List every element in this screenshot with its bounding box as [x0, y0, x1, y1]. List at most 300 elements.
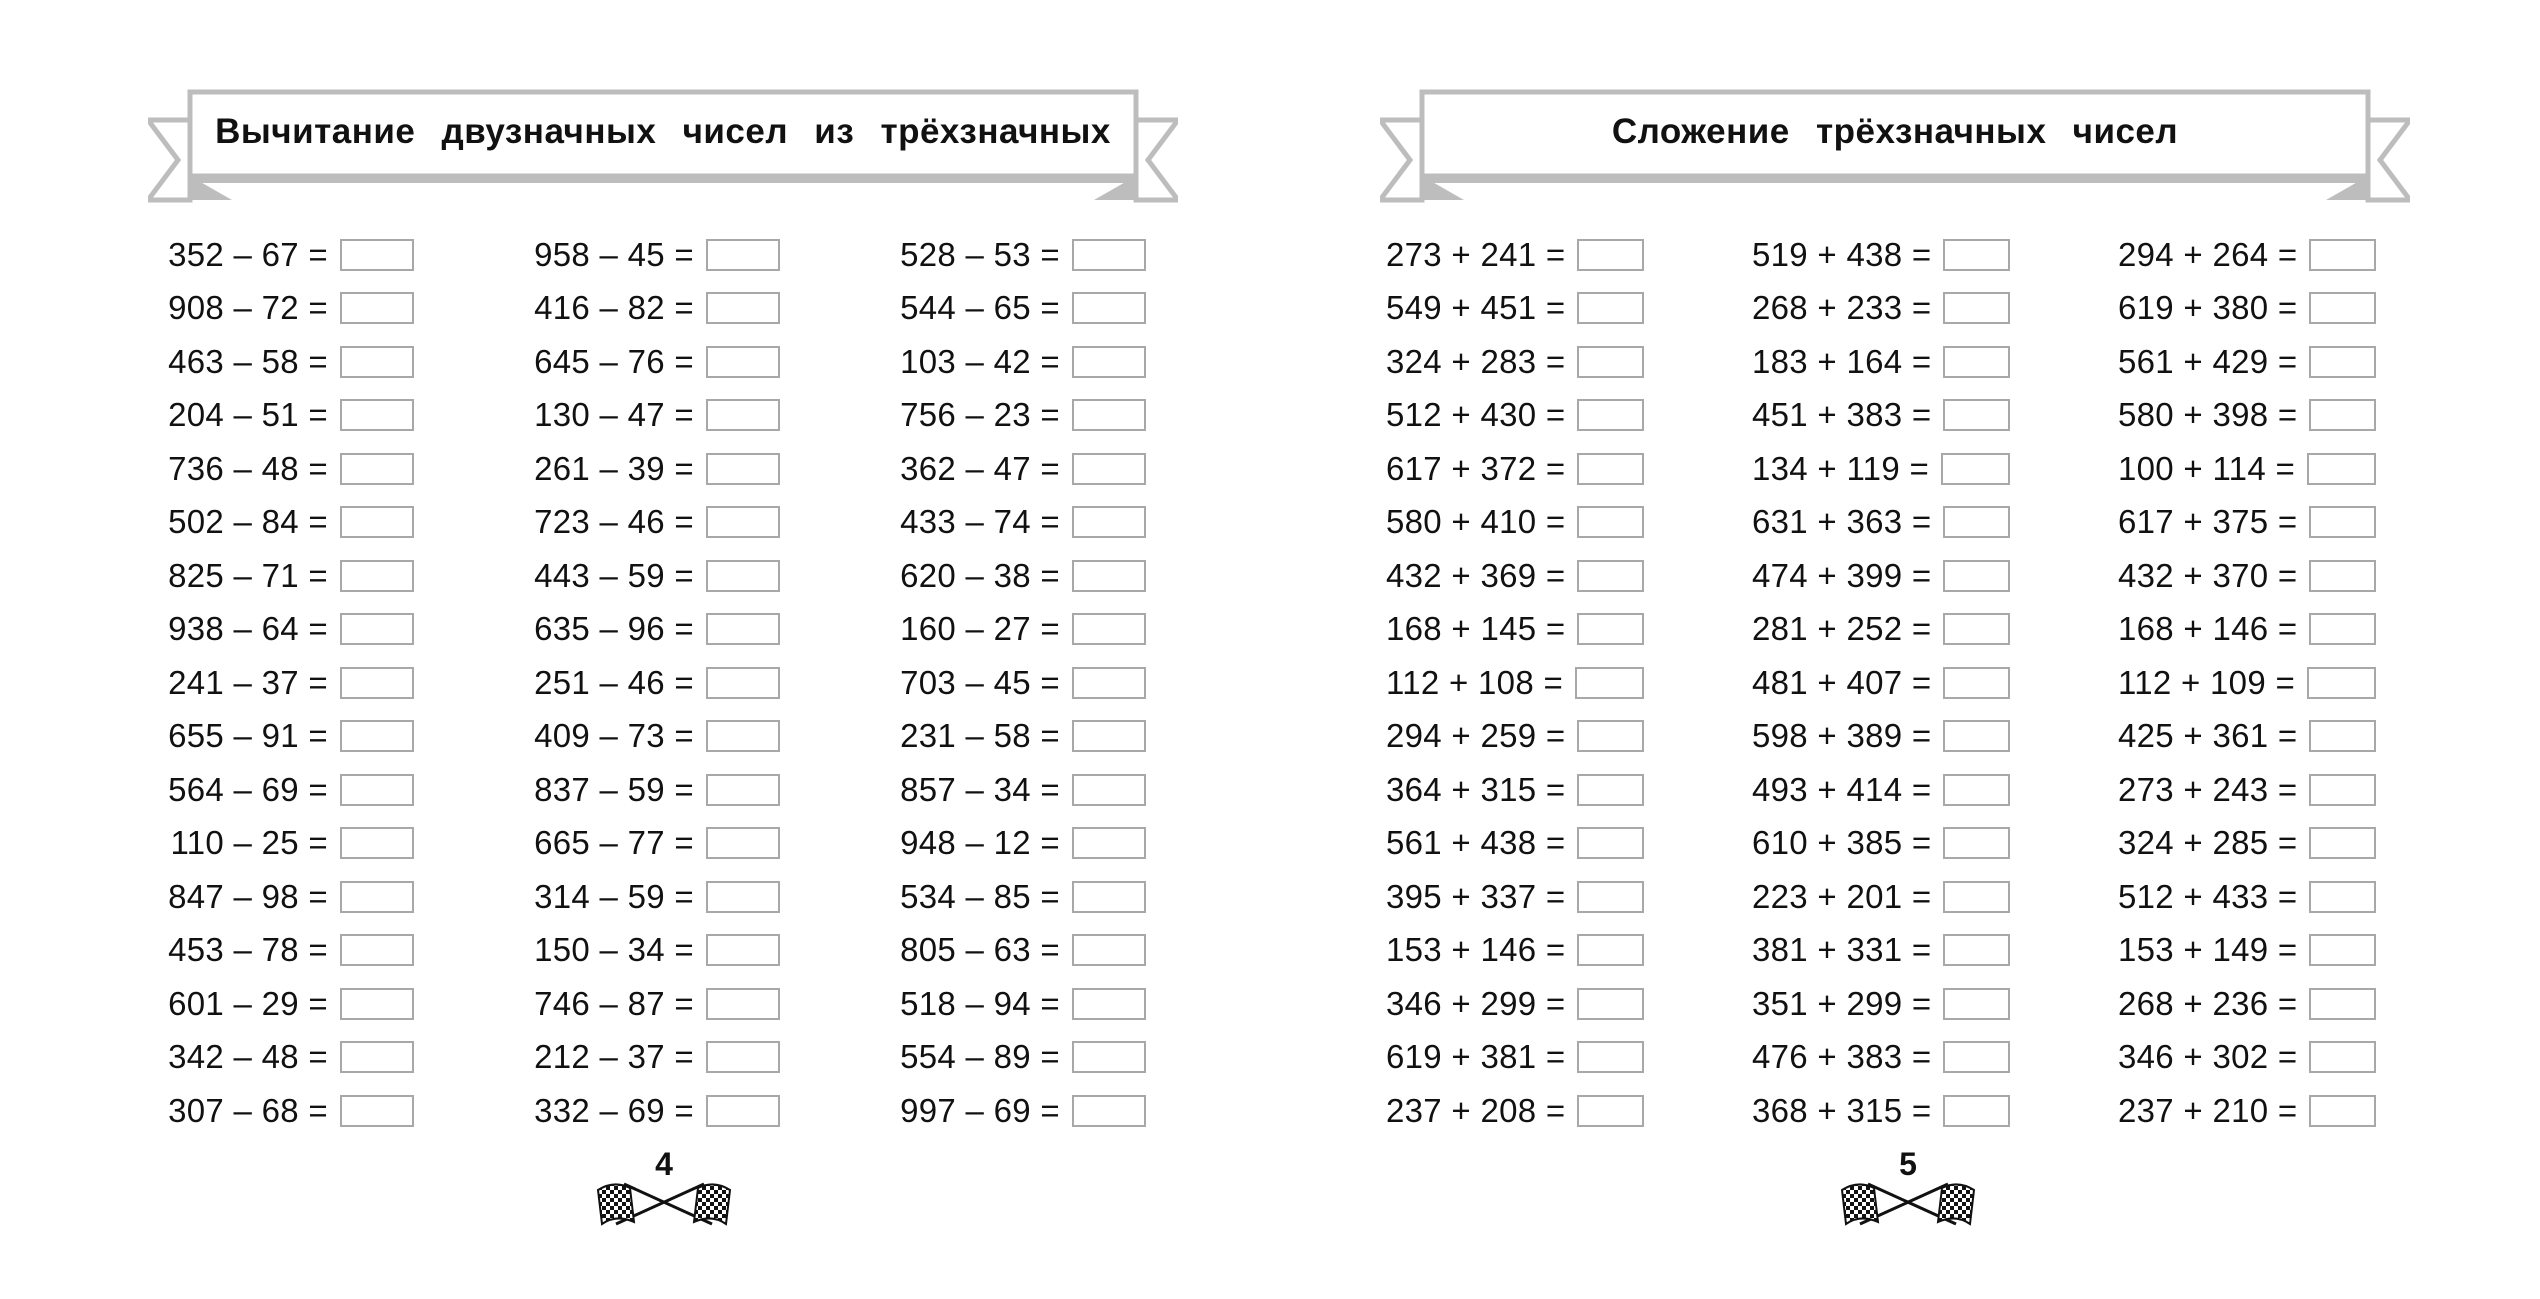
exercise-expression: 837 – 59 =	[534, 770, 694, 808]
exercise-expression: 474 + 399 =	[1752, 556, 1932, 594]
exercise-expression: 409 – 73 =	[534, 717, 694, 755]
exercise-expression: 351 + 299 =	[1752, 984, 1932, 1022]
answer-box[interactable]	[340, 774, 414, 806]
answer-box[interactable]	[1943, 346, 2010, 378]
exercise-row	[522, 817, 780, 871]
exercise-expression: 493 + 414 =	[1752, 770, 1932, 808]
exercise-row	[2118, 656, 2376, 710]
answer-box[interactable]	[2307, 667, 2376, 699]
exercise-expression: 153 + 146 =	[1386, 931, 1566, 969]
exercise-row	[888, 656, 1146, 710]
exercise-expression: 997 – 69 =	[900, 1091, 1060, 1129]
exercise-row	[1386, 442, 1644, 496]
exercise-row	[156, 924, 414, 978]
exercise-row	[888, 442, 1146, 496]
answer-box[interactable]	[1072, 292, 1146, 324]
exercise-expression: 948 – 12 =	[900, 824, 1060, 862]
answer-box[interactable]	[1577, 560, 1644, 592]
answer-box[interactable]	[706, 988, 780, 1020]
exercise-row	[1752, 924, 2010, 978]
exercise-expression: 564 – 69 =	[168, 770, 328, 808]
exercise-row	[1386, 389, 1644, 443]
exercise-row	[522, 870, 780, 924]
exercise-expression: 451 + 383 =	[1752, 396, 1932, 434]
answer-box[interactable]	[1943, 881, 2010, 913]
answer-box[interactable]	[2309, 399, 2376, 431]
exercise-column	[888, 228, 1254, 1138]
answer-box[interactable]	[2309, 1041, 2376, 1073]
exercise-column	[522, 228, 888, 1138]
exercise-expression: 544 – 65 =	[900, 289, 1060, 327]
exercise-expression: 655 – 91 =	[168, 717, 328, 755]
exercise-expression: 908 – 72 =	[168, 289, 328, 327]
exercise-expression: 237 + 210 =	[2118, 1091, 2298, 1129]
exercise-row	[156, 656, 414, 710]
page-footer	[594, 1146, 734, 1226]
answer-box[interactable]	[1072, 1095, 1146, 1127]
exercise-row	[2118, 549, 2376, 603]
exercise-expression: 703 – 45 =	[900, 663, 1060, 701]
exercise-row	[888, 817, 1146, 871]
answer-box[interactable]	[1943, 1095, 2010, 1127]
exercise-row	[1386, 710, 1644, 764]
answer-box[interactable]	[706, 827, 780, 859]
exercise-row	[2118, 496, 2376, 550]
answer-box[interactable]	[1943, 560, 2010, 592]
answer-box[interactable]	[1577, 506, 1644, 538]
answer-box[interactable]	[340, 613, 414, 645]
exercise-row	[1386, 977, 1644, 1031]
answer-box[interactable]	[1072, 774, 1146, 806]
exercise-expression: 231 – 58 =	[900, 717, 1060, 755]
answer-box[interactable]	[2309, 934, 2376, 966]
exercise-expression: 273 + 241 =	[1386, 235, 1566, 273]
answer-box[interactable]	[1577, 399, 1644, 431]
exercise-row	[888, 549, 1146, 603]
exercise-row	[522, 924, 780, 978]
exercise-row	[1386, 282, 1644, 336]
answer-box[interactable]	[1577, 827, 1644, 859]
exercise-expression: 534 – 85 =	[900, 877, 1060, 915]
answer-box[interactable]	[1577, 346, 1644, 378]
answer-box[interactable]	[2309, 881, 2376, 913]
exercise-row	[156, 977, 414, 1031]
answer-box[interactable]	[1072, 506, 1146, 538]
exercise-row	[2118, 924, 2376, 978]
checkered-flags-icon	[594, 1174, 734, 1230]
exercise-expression: 281 + 252 =	[1752, 610, 1932, 648]
exercise-row	[1752, 282, 2010, 336]
answer-box[interactable]	[1941, 453, 2010, 485]
answer-box[interactable]	[1577, 934, 1644, 966]
exercise-row	[156, 1031, 414, 1085]
exercise-row	[156, 442, 414, 496]
exercise-row	[522, 549, 780, 603]
answer-box[interactable]	[706, 453, 780, 485]
answer-box[interactable]	[2309, 506, 2376, 538]
exercise-row	[2118, 817, 2376, 871]
answer-box[interactable]	[1072, 560, 1146, 592]
answer-box[interactable]	[1577, 292, 1644, 324]
exercise-expression: 580 + 398 =	[2118, 396, 2298, 434]
exercise-row	[156, 549, 414, 603]
exercise-expression: 805 – 63 =	[900, 931, 1060, 969]
page-footer	[1838, 1146, 1978, 1226]
exercise-expression: 381 + 331 =	[1752, 931, 1932, 969]
answer-box[interactable]	[1943, 934, 2010, 966]
exercise-expression: 432 + 369 =	[1386, 556, 1566, 594]
answer-box[interactable]	[706, 506, 780, 538]
exercise-row	[1752, 656, 2010, 710]
exercise-expression: 223 + 201 =	[1752, 877, 1932, 915]
exercise-row	[888, 924, 1146, 978]
exercise-expression: 561 + 438 =	[1386, 824, 1566, 862]
answer-box[interactable]	[2309, 1095, 2376, 1127]
exercise-row	[888, 1031, 1146, 1085]
exercise-row	[1752, 1084, 2010, 1138]
exercise-row	[2118, 335, 2376, 389]
answer-box[interactable]	[1577, 1095, 1644, 1127]
exercise-expression: 100 + 114 =	[2118, 449, 2296, 487]
exercise-expression: 168 + 145 =	[1386, 610, 1566, 648]
exercise-expression: 519 + 438 =	[1752, 235, 1932, 273]
answer-box[interactable]	[2309, 827, 2376, 859]
exercise-expression: 554 – 89 =	[900, 1038, 1060, 1076]
exercise-expression: 324 + 283 =	[1386, 342, 1566, 380]
exercise-expression: 324 + 285 =	[2118, 824, 2298, 862]
answer-box[interactable]	[340, 827, 414, 859]
answer-box[interactable]	[1577, 453, 1644, 485]
exercise-expression: 112 + 108 =	[1386, 663, 1564, 701]
answer-box[interactable]	[340, 1095, 414, 1127]
exercise-row	[522, 389, 780, 443]
answer-box[interactable]	[1943, 239, 2010, 271]
exercise-expression: 346 + 302 =	[2118, 1038, 2298, 1076]
exercise-row	[522, 656, 780, 710]
page-right	[1270, 0, 2540, 1299]
answer-box[interactable]	[340, 506, 414, 538]
exercise-expression: 958 – 45 =	[534, 235, 694, 273]
exercise-row	[1752, 335, 2010, 389]
exercise-row	[888, 282, 1146, 336]
exercise-expression: 645 – 76 =	[534, 342, 694, 380]
exercise-grid	[1386, 228, 2484, 1138]
answer-box[interactable]	[1943, 506, 2010, 538]
answer-box[interactable]	[340, 346, 414, 378]
answer-box[interactable]	[340, 1041, 414, 1073]
answer-box[interactable]	[706, 1041, 780, 1073]
answer-box[interactable]	[1943, 988, 2010, 1020]
answer-box[interactable]	[2309, 613, 2376, 645]
exercise-expression: 416 – 82 =	[534, 289, 694, 327]
exercise-expression: 130 – 47 =	[534, 396, 694, 434]
answer-box[interactable]	[706, 1095, 780, 1127]
answer-box[interactable]	[1943, 1041, 2010, 1073]
exercise-expression: 204 – 51 =	[168, 396, 328, 434]
exercise-row	[1752, 603, 2010, 657]
exercise-expression: 619 + 381 =	[1386, 1038, 1566, 1076]
exercise-expression: 352 – 67 =	[168, 235, 328, 273]
exercise-expression: 110 – 25 =	[170, 824, 328, 862]
exercise-column	[1752, 228, 2118, 1138]
exercise-row	[888, 496, 1146, 550]
exercise-expression: 617 + 375 =	[2118, 503, 2298, 541]
page-number: 4	[655, 1146, 673, 1182]
page-title: Сложение трёхзначных чисел	[1611, 112, 2179, 151]
exercise-row	[888, 228, 1146, 282]
exercise-row	[1386, 924, 1644, 978]
exercise-column	[2118, 228, 2484, 1138]
exercise-expression: 212 – 37 =	[534, 1038, 694, 1076]
answer-box[interactable]	[1577, 774, 1644, 806]
answer-box[interactable]	[706, 774, 780, 806]
exercise-row	[522, 282, 780, 336]
exercise-row	[522, 763, 780, 817]
answer-box[interactable]	[1072, 1041, 1146, 1073]
exercise-expression: 857 – 34 =	[900, 770, 1060, 808]
exercise-row	[522, 228, 780, 282]
answer-box[interactable]	[706, 292, 780, 324]
exercise-expression: 619 + 380 =	[2118, 289, 2298, 327]
exercise-expression: 425 + 361 =	[2118, 717, 2298, 755]
exercise-expression: 528 – 53 =	[900, 235, 1060, 273]
exercise-row	[1752, 1031, 2010, 1085]
answer-box[interactable]	[1577, 239, 1644, 271]
exercise-row	[888, 1084, 1146, 1138]
exercise-expression: 631 + 363 =	[1752, 503, 1932, 541]
answer-box[interactable]	[2309, 346, 2376, 378]
exercise-row	[156, 817, 414, 871]
exercise-row	[1386, 496, 1644, 550]
exercise-row	[1386, 763, 1644, 817]
exercise-row	[2118, 442, 2376, 496]
exercise-row	[1386, 1084, 1644, 1138]
exercise-expression: 443 – 59 =	[534, 556, 694, 594]
exercise-expression: 168 + 146 =	[2118, 610, 2298, 648]
exercise-expression: 580 + 410 =	[1386, 503, 1566, 541]
exercise-expression: 847 – 98 =	[168, 877, 328, 915]
exercise-row	[1752, 549, 2010, 603]
exercise-row	[1386, 603, 1644, 657]
exercise-expression: 598 + 389 =	[1752, 717, 1932, 755]
answer-box[interactable]	[340, 988, 414, 1020]
exercise-row	[1752, 389, 2010, 443]
answer-box[interactable]	[1072, 934, 1146, 966]
page-number: 5	[1899, 1146, 1917, 1182]
exercise-expression: 432 + 370 =	[2118, 556, 2298, 594]
title-ribbon	[148, 84, 1178, 204]
exercise-row	[2118, 763, 2376, 817]
answer-box[interactable]	[1943, 774, 2010, 806]
exercise-expression: 756 – 23 =	[900, 396, 1060, 434]
answer-box[interactable]	[340, 720, 414, 752]
answer-box[interactable]	[1577, 988, 1644, 1020]
answer-box[interactable]	[706, 399, 780, 431]
exercise-row	[888, 389, 1146, 443]
answer-box[interactable]	[1072, 881, 1146, 913]
answer-box[interactable]	[1577, 720, 1644, 752]
exercise-expression: 150 – 34 =	[534, 931, 694, 969]
answer-box[interactable]	[1943, 292, 2010, 324]
exercise-row	[156, 228, 414, 282]
answer-box[interactable]	[1943, 827, 2010, 859]
answer-box[interactable]	[1577, 1041, 1644, 1073]
exercise-row	[522, 335, 780, 389]
answer-box[interactable]	[1072, 720, 1146, 752]
exercise-row	[2118, 282, 2376, 336]
exercise-row	[2118, 870, 2376, 924]
exercise-row	[156, 1084, 414, 1138]
exercise-row	[1386, 656, 1644, 710]
exercise-expression: 601 – 29 =	[168, 984, 328, 1022]
answer-box[interactable]	[1943, 613, 2010, 645]
exercise-expression: 112 + 109 =	[2118, 663, 2296, 701]
title-ribbon	[1380, 84, 2410, 204]
exercise-expression: 103 – 42 =	[900, 342, 1060, 380]
exercise-expression: 237 + 208 =	[1386, 1091, 1566, 1129]
exercise-row	[522, 603, 780, 657]
answer-box[interactable]	[1577, 881, 1644, 913]
answer-box[interactable]	[340, 239, 414, 271]
exercise-expression: 362 – 47 =	[900, 449, 1060, 487]
exercise-expression: 268 + 236 =	[2118, 984, 2298, 1022]
exercise-row	[2118, 1031, 2376, 1085]
answer-box[interactable]	[340, 399, 414, 431]
answer-box[interactable]	[706, 720, 780, 752]
answer-box[interactable]	[2309, 560, 2376, 592]
checkered-flags-icon	[1838, 1174, 1978, 1230]
answer-box[interactable]	[706, 881, 780, 913]
exercise-row	[1386, 549, 1644, 603]
exercise-expression: 825 – 71 =	[168, 556, 328, 594]
exercise-row	[522, 1084, 780, 1138]
answer-box[interactable]	[2307, 453, 2376, 485]
answer-box[interactable]	[340, 560, 414, 592]
exercise-row	[1752, 870, 2010, 924]
answer-box[interactable]	[1072, 346, 1146, 378]
answer-box[interactable]	[706, 934, 780, 966]
exercise-row	[2118, 228, 2376, 282]
exercise-expression: 273 + 243 =	[2118, 770, 2298, 808]
answer-box[interactable]	[1072, 239, 1146, 271]
answer-box[interactable]	[2309, 239, 2376, 271]
exercise-row	[156, 870, 414, 924]
exercise-row	[1752, 817, 2010, 871]
answer-box[interactable]	[1072, 453, 1146, 485]
exercise-expression: 561 + 429 =	[2118, 342, 2298, 380]
exercise-row	[888, 763, 1146, 817]
answer-box[interactable]	[1943, 720, 2010, 752]
exercise-row	[2118, 389, 2376, 443]
exercise-row	[1752, 228, 2010, 282]
exercise-expression: 294 + 259 =	[1386, 717, 1566, 755]
answer-box[interactable]	[706, 667, 780, 699]
exercise-row	[2118, 1084, 2376, 1138]
answer-box[interactable]	[1072, 667, 1146, 699]
answer-box[interactable]	[706, 613, 780, 645]
exercise-expression: 476 + 383 =	[1752, 1038, 1932, 1076]
exercise-expression: 332 – 69 =	[534, 1091, 694, 1129]
answer-box[interactable]	[2309, 720, 2376, 752]
exercise-row	[156, 389, 414, 443]
exercise-expression: 617 + 372 =	[1386, 449, 1566, 487]
answer-box[interactable]	[706, 346, 780, 378]
exercise-row	[1386, 1031, 1644, 1085]
exercise-row	[522, 977, 780, 1031]
answer-box[interactable]	[1072, 988, 1146, 1020]
exercise-expression: 938 – 64 =	[168, 610, 328, 648]
exercise-expression: 463 – 58 =	[168, 342, 328, 380]
answer-box[interactable]	[1072, 827, 1146, 859]
exercise-grid	[156, 228, 1254, 1138]
answer-box[interactable]	[340, 934, 414, 966]
exercise-expression: 518 – 94 =	[900, 984, 1060, 1022]
answer-box[interactable]	[706, 560, 780, 592]
exercise-row	[156, 763, 414, 817]
answer-box[interactable]	[340, 292, 414, 324]
exercise-row	[1752, 442, 2010, 496]
exercise-column	[156, 228, 522, 1138]
exercise-expression: 512 + 433 =	[2118, 877, 2298, 915]
exercise-expression: 433 – 74 =	[900, 503, 1060, 541]
exercise-expression: 395 + 337 =	[1386, 877, 1566, 915]
exercise-row	[522, 442, 780, 496]
exercise-expression: 342 – 48 =	[168, 1038, 328, 1076]
exercise-expression: 241 – 37 =	[168, 663, 328, 701]
exercise-expression: 134 + 119 =	[1752, 449, 1930, 487]
answer-box[interactable]	[2309, 988, 2376, 1020]
answer-box[interactable]	[1072, 399, 1146, 431]
exercise-expression: 481 + 407 =	[1752, 663, 1932, 701]
exercise-row	[888, 710, 1146, 764]
exercise-row	[156, 603, 414, 657]
exercise-expression: 307 – 68 =	[168, 1091, 328, 1129]
answer-box[interactable]	[2309, 774, 2376, 806]
exercise-expression: 294 + 264 =	[2118, 235, 2298, 273]
exercise-expression: 364 + 315 =	[1386, 770, 1566, 808]
exercise-row	[2118, 710, 2376, 764]
exercise-row	[888, 870, 1146, 924]
answer-box[interactable]	[1943, 399, 2010, 431]
exercise-row	[1386, 870, 1644, 924]
exercise-expression: 153 + 149 =	[2118, 931, 2298, 969]
exercise-expression: 549 + 451 =	[1386, 289, 1566, 327]
exercise-row	[156, 496, 414, 550]
answer-box[interactable]	[1943, 667, 2010, 699]
answer-box[interactable]	[706, 239, 780, 271]
exercise-expression: 183 + 164 =	[1752, 342, 1932, 380]
exercise-expression: 502 – 84 =	[168, 503, 328, 541]
answer-box[interactable]	[2309, 292, 2376, 324]
exercise-expression: 610 + 385 =	[1752, 824, 1932, 862]
exercise-expression: 268 + 233 =	[1752, 289, 1932, 327]
exercise-expression: 736 – 48 =	[168, 449, 328, 487]
exercise-row	[1752, 977, 2010, 1031]
exercise-expression: 368 + 315 =	[1752, 1091, 1932, 1129]
answer-box[interactable]	[340, 881, 414, 913]
answer-box[interactable]	[1575, 667, 1644, 699]
exercise-expression: 635 – 96 =	[534, 610, 694, 648]
answer-box[interactable]	[340, 667, 414, 699]
exercise-row	[156, 335, 414, 389]
answer-box[interactable]	[1072, 613, 1146, 645]
answer-box[interactable]	[1577, 613, 1644, 645]
exercise-row	[522, 1031, 780, 1085]
exercise-row	[2118, 977, 2376, 1031]
exercise-row	[156, 282, 414, 336]
exercise-row	[2118, 603, 2376, 657]
answer-box[interactable]	[340, 453, 414, 485]
